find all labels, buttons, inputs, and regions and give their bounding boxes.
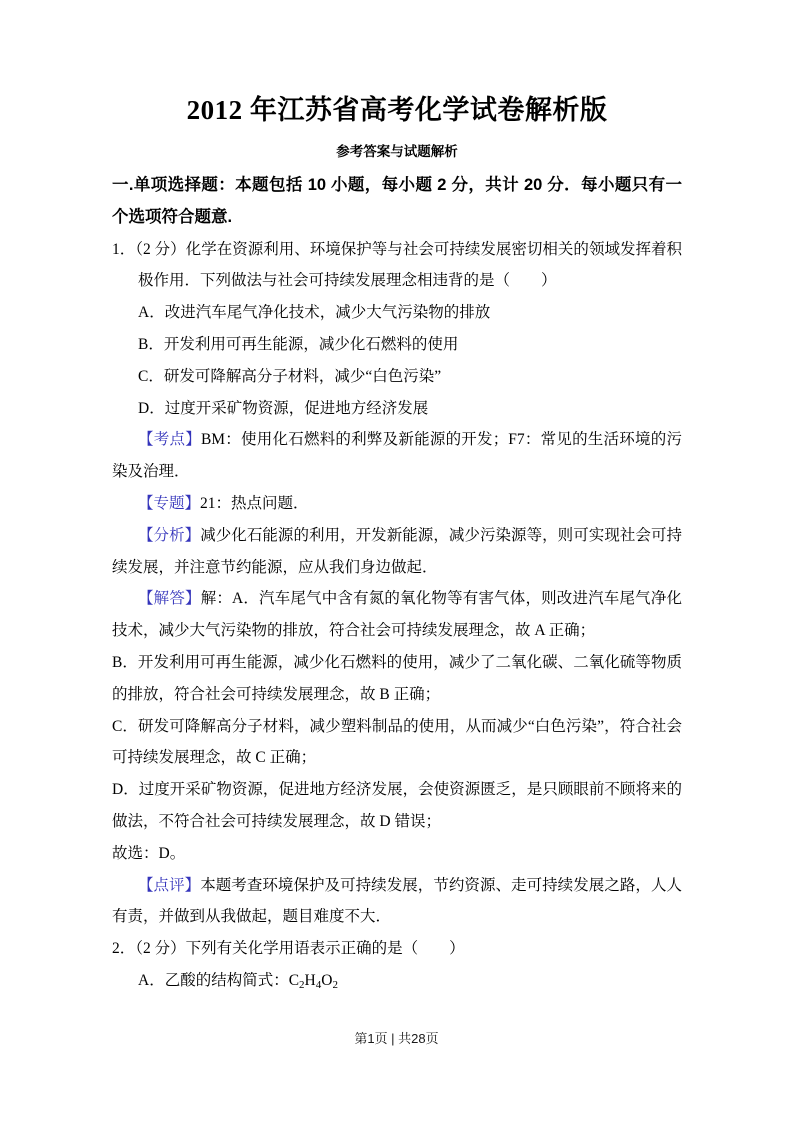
explanation-paragraph: C．研发可降解高分子材料，减少塑料制品的使用，从而减少“白色污染”，符合社会可持续发展理念，故 C 正确；: [112, 717, 682, 767]
option-item: A．改进汽车尾气净化技术，减少大气污染物的排放: [138, 304, 491, 322]
annotation-paragraph: 【专题】21：热点问题．: [138, 494, 309, 512]
explanation-paragraph: D．过度开采矿物资源，促进地方经济发展，会使资源匮乏，是只顾眼前不顾将来的做法，不符合社会可持续发展理念，故 D 错误；: [112, 781, 682, 830]
page-footer: [0, 1030, 793, 1048]
annotation-tag-label: 【分析】: [138, 526, 201, 544]
annotation-tag-label: 【专题】: [138, 494, 201, 512]
question-stem: 2．（2 分）下列有关化学用语表示正确的是（ ）: [112, 940, 465, 958]
section-heading: 一.单项选择题：本题包括 10 小题，每小题 2 分，共计 20 分．每小题只有一个选项符合题意.: [112, 176, 682, 226]
annotation-paragraph: 【考点】BM：使用化石燃料的利弊及新能源的开发；F7：常见的生活环境的污染及治理．: [112, 431, 682, 481]
annotation-paragraph: 【解答】解：A．汽车尾气中含有氮的氧化物等有害气体，则改进汽车尾气净化技术，减少大气污染物的排放，符合社会可持续发展理念，故 A 正确；: [112, 590, 682, 640]
explanation-paragraph: B．开发利用可再生能源，减少化石燃料的使用，减少了二氧化碳、二氧化硫等物质的排放，符合社会可持续发展理念，故 B 正确；: [112, 653, 682, 703]
option-item: D．过度开采矿物资源，促进地方经济发展: [138, 399, 429, 417]
annotation-tag-label: 【点评】: [138, 876, 201, 894]
annotation-paragraph: 【点评】本题考查环境保护及可持续发展，节约资源、走可持续发展之路，人人有责，并做到从我做起，题目难度不大．: [112, 876, 682, 926]
page-number-indicator: 第1页 | 共28页: [354, 1031, 439, 1046]
document-subtitle: 参考答案与试题解析: [336, 144, 458, 159]
document-body: [112, 234, 682, 997]
annotation-tag-label: 【考点】: [138, 431, 201, 449]
option-item: B．开发利用可再生能源，减少化石燃料的使用: [138, 335, 459, 353]
option-item: A．乙酸的结构简式：$C_2H_4O_2$: [138, 971, 338, 991]
annotation-tag-label: 【解答】: [138, 590, 201, 608]
question-stem: 1．（2 分）化学在资源利用、环境保护等与社会可持续发展密切相关的领域发挥着积极作用．下列做法与社会可持续发展理念相违背的是（ ）: [112, 240, 682, 290]
explanation-paragraph: 故选：D。: [112, 844, 186, 862]
document-title: 2012 年江苏省高考化学试卷解析版: [186, 95, 608, 125]
annotation-paragraph: 【分析】减少化石能源的利用，开发新能源，减少污染源等，则可实现社会可持续发展，并注意节约能源，应从我们身边做起．: [112, 526, 682, 576]
option-item: C．研发可降解高分子材料，减少“白色污染”: [138, 367, 442, 385]
